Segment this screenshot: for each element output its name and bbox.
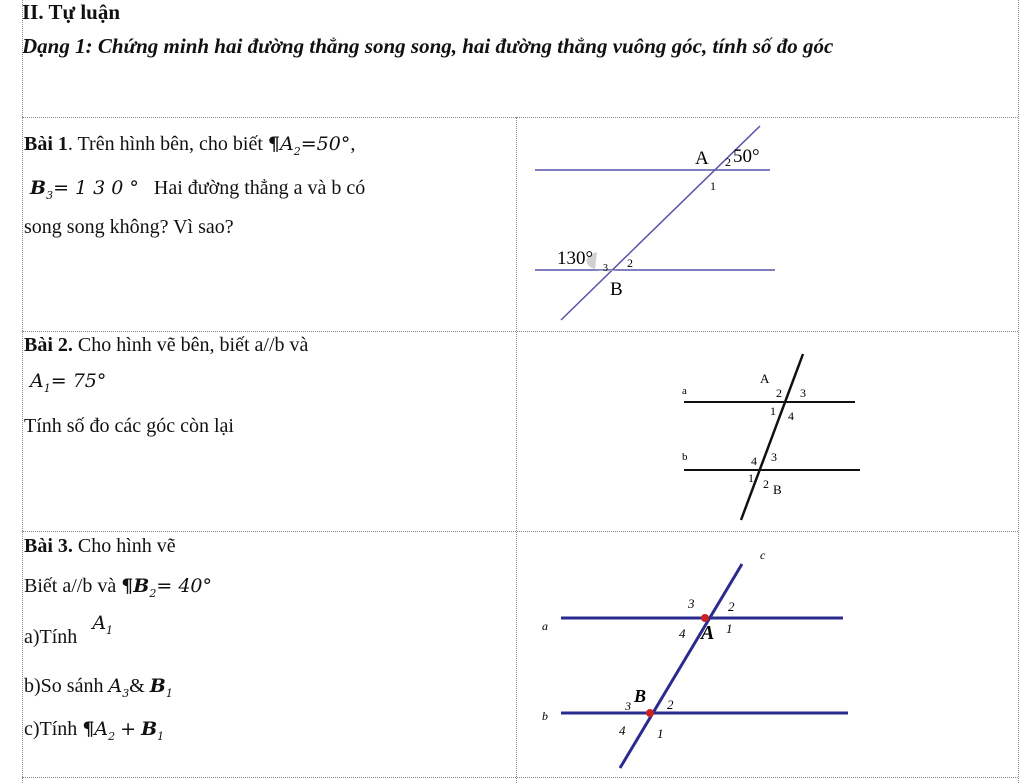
bai3-value: = 40°	[156, 575, 212, 597]
bai3-line2	[24, 575, 212, 600]
bai2-a-n4: 4	[788, 409, 794, 423]
bai3-part-a	[24, 612, 114, 651]
bai1-point-A: A	[695, 148, 709, 169]
bai3-b-n3: 3	[625, 699, 631, 713]
bai3-part-b	[24, 675, 173, 700]
angle-A3-symbol: $A_3$	[108, 675, 130, 700]
angle-A2-symbol: $\P A_2$	[267, 133, 301, 158]
bai2-text1: Cho hình vẽ bên, biết a//b và	[77, 334, 309, 356]
topic-title: Dạng 1: Chứng minh hai đường thẳng song song, hai đường thẳng vuông góc, tính số đo góc	[22, 34, 834, 58]
bai2-b-n2: 2	[763, 477, 769, 491]
bai2-b-n4: 4	[751, 454, 757, 468]
bai1-line2	[30, 177, 365, 202]
bai1-point-B: B	[610, 279, 623, 300]
bai3-figure	[517, 532, 1017, 777]
bai3-text1: Cho hình vẽ	[77, 535, 176, 557]
bai1-line3: song song không? Vì sao?	[24, 216, 234, 238]
bai2-a-n1: 1	[770, 404, 776, 418]
bai2-a-n2: 2	[776, 386, 782, 400]
bai1-num-top-2: 2	[725, 155, 731, 169]
bai3-label-c: c	[760, 548, 766, 562]
bai3-point-A-dot	[701, 614, 709, 622]
bai1-angle-50: 50°	[733, 146, 760, 167]
bai1-line1	[24, 133, 355, 158]
bai3-a-n1: 1	[726, 621, 733, 636]
bai3-point-B-dot	[646, 709, 654, 717]
bai3-amp: &	[129, 675, 145, 697]
bai2-b-n1: 1	[748, 471, 754, 485]
bai3-point-A: A	[701, 622, 715, 644]
bai3-b-n1: 1	[657, 726, 664, 741]
bai2-line2	[30, 370, 106, 395]
bai3-a-n3: 3	[688, 596, 695, 611]
bai2-line3: Tính số đo các góc còn lại	[24, 415, 234, 437]
bai1-comma: ,	[350, 133, 356, 155]
bai2-point-A: A	[760, 371, 770, 386]
section-title: II. Tự luận	[22, 0, 121, 24]
bai3-line1	[24, 535, 176, 558]
bai3-point-B: B	[634, 686, 647, 706]
bai3-label: Bài 3.	[24, 535, 73, 557]
bai1-num-bottom-2: 2	[627, 256, 633, 270]
bai2-figure	[517, 332, 1017, 530]
right-page-border	[1018, 0, 1019, 783]
bai3-part-a-label: a)Tính	[24, 626, 78, 648]
bai2-label-a: a	[682, 385, 687, 397]
angle-B1-symbol-c: $B_1$	[141, 718, 165, 743]
angle-A1-symbol-3: $A_1$	[92, 612, 114, 637]
bai2-b-n3: 3	[771, 450, 777, 464]
bai1-label: Bài 1	[24, 133, 68, 155]
bai3-part-b-label: b)So sánh	[24, 675, 104, 697]
bai3-text2: Biết a//b và	[24, 575, 117, 597]
angle-B2-symbol: $\P B_2$	[121, 575, 157, 600]
bai3-b-n4: 4	[619, 723, 626, 738]
table-bottom-border	[22, 777, 1018, 778]
angle-A2-symbol-3: $\P A_2$	[82, 718, 116, 743]
bai2-line1	[24, 334, 308, 357]
bai3-b-n2: 2	[667, 697, 674, 712]
bai1-figure	[517, 118, 1017, 330]
bai2-label-b: b	[682, 451, 688, 463]
bai3-a-n2: 2	[728, 599, 735, 614]
angle-B1-symbol: $B_1$	[149, 675, 173, 700]
bai3-a-n4: 4	[679, 626, 686, 641]
bai3-part-c-label: c)Tính	[24, 718, 78, 740]
bai3-part-c	[24, 718, 164, 743]
bai1-num-bottom-3: 3	[603, 263, 608, 274]
bai1-angle-130: 130°	[557, 248, 594, 269]
angle-B3-symbol: $B_3$	[30, 177, 54, 202]
bai2-label: Bài 2.	[24, 334, 73, 356]
bai3-line-c	[620, 564, 742, 768]
bai1-text2: Hai đường thẳng a và b có	[153, 177, 366, 199]
bai2-point-B: B	[773, 482, 782, 497]
bai2-a-n3: 3	[800, 386, 806, 400]
bai1-num-top-1: 1	[710, 179, 716, 193]
bai3-label-b: b	[542, 709, 548, 723]
bai3-label-a: a	[542, 619, 548, 633]
bai2-value: = 75°	[50, 370, 107, 392]
bai3-plus: +	[120, 718, 137, 740]
bai2-transversal	[741, 354, 803, 520]
bai1-value1: =50°	[300, 133, 351, 155]
bai1-text1: . Trên hình bên, cho biết	[67, 133, 263, 155]
angle-A1-symbol: $A_1$	[30, 370, 51, 395]
bai1-value2: = 1 3 0 °	[53, 177, 139, 199]
